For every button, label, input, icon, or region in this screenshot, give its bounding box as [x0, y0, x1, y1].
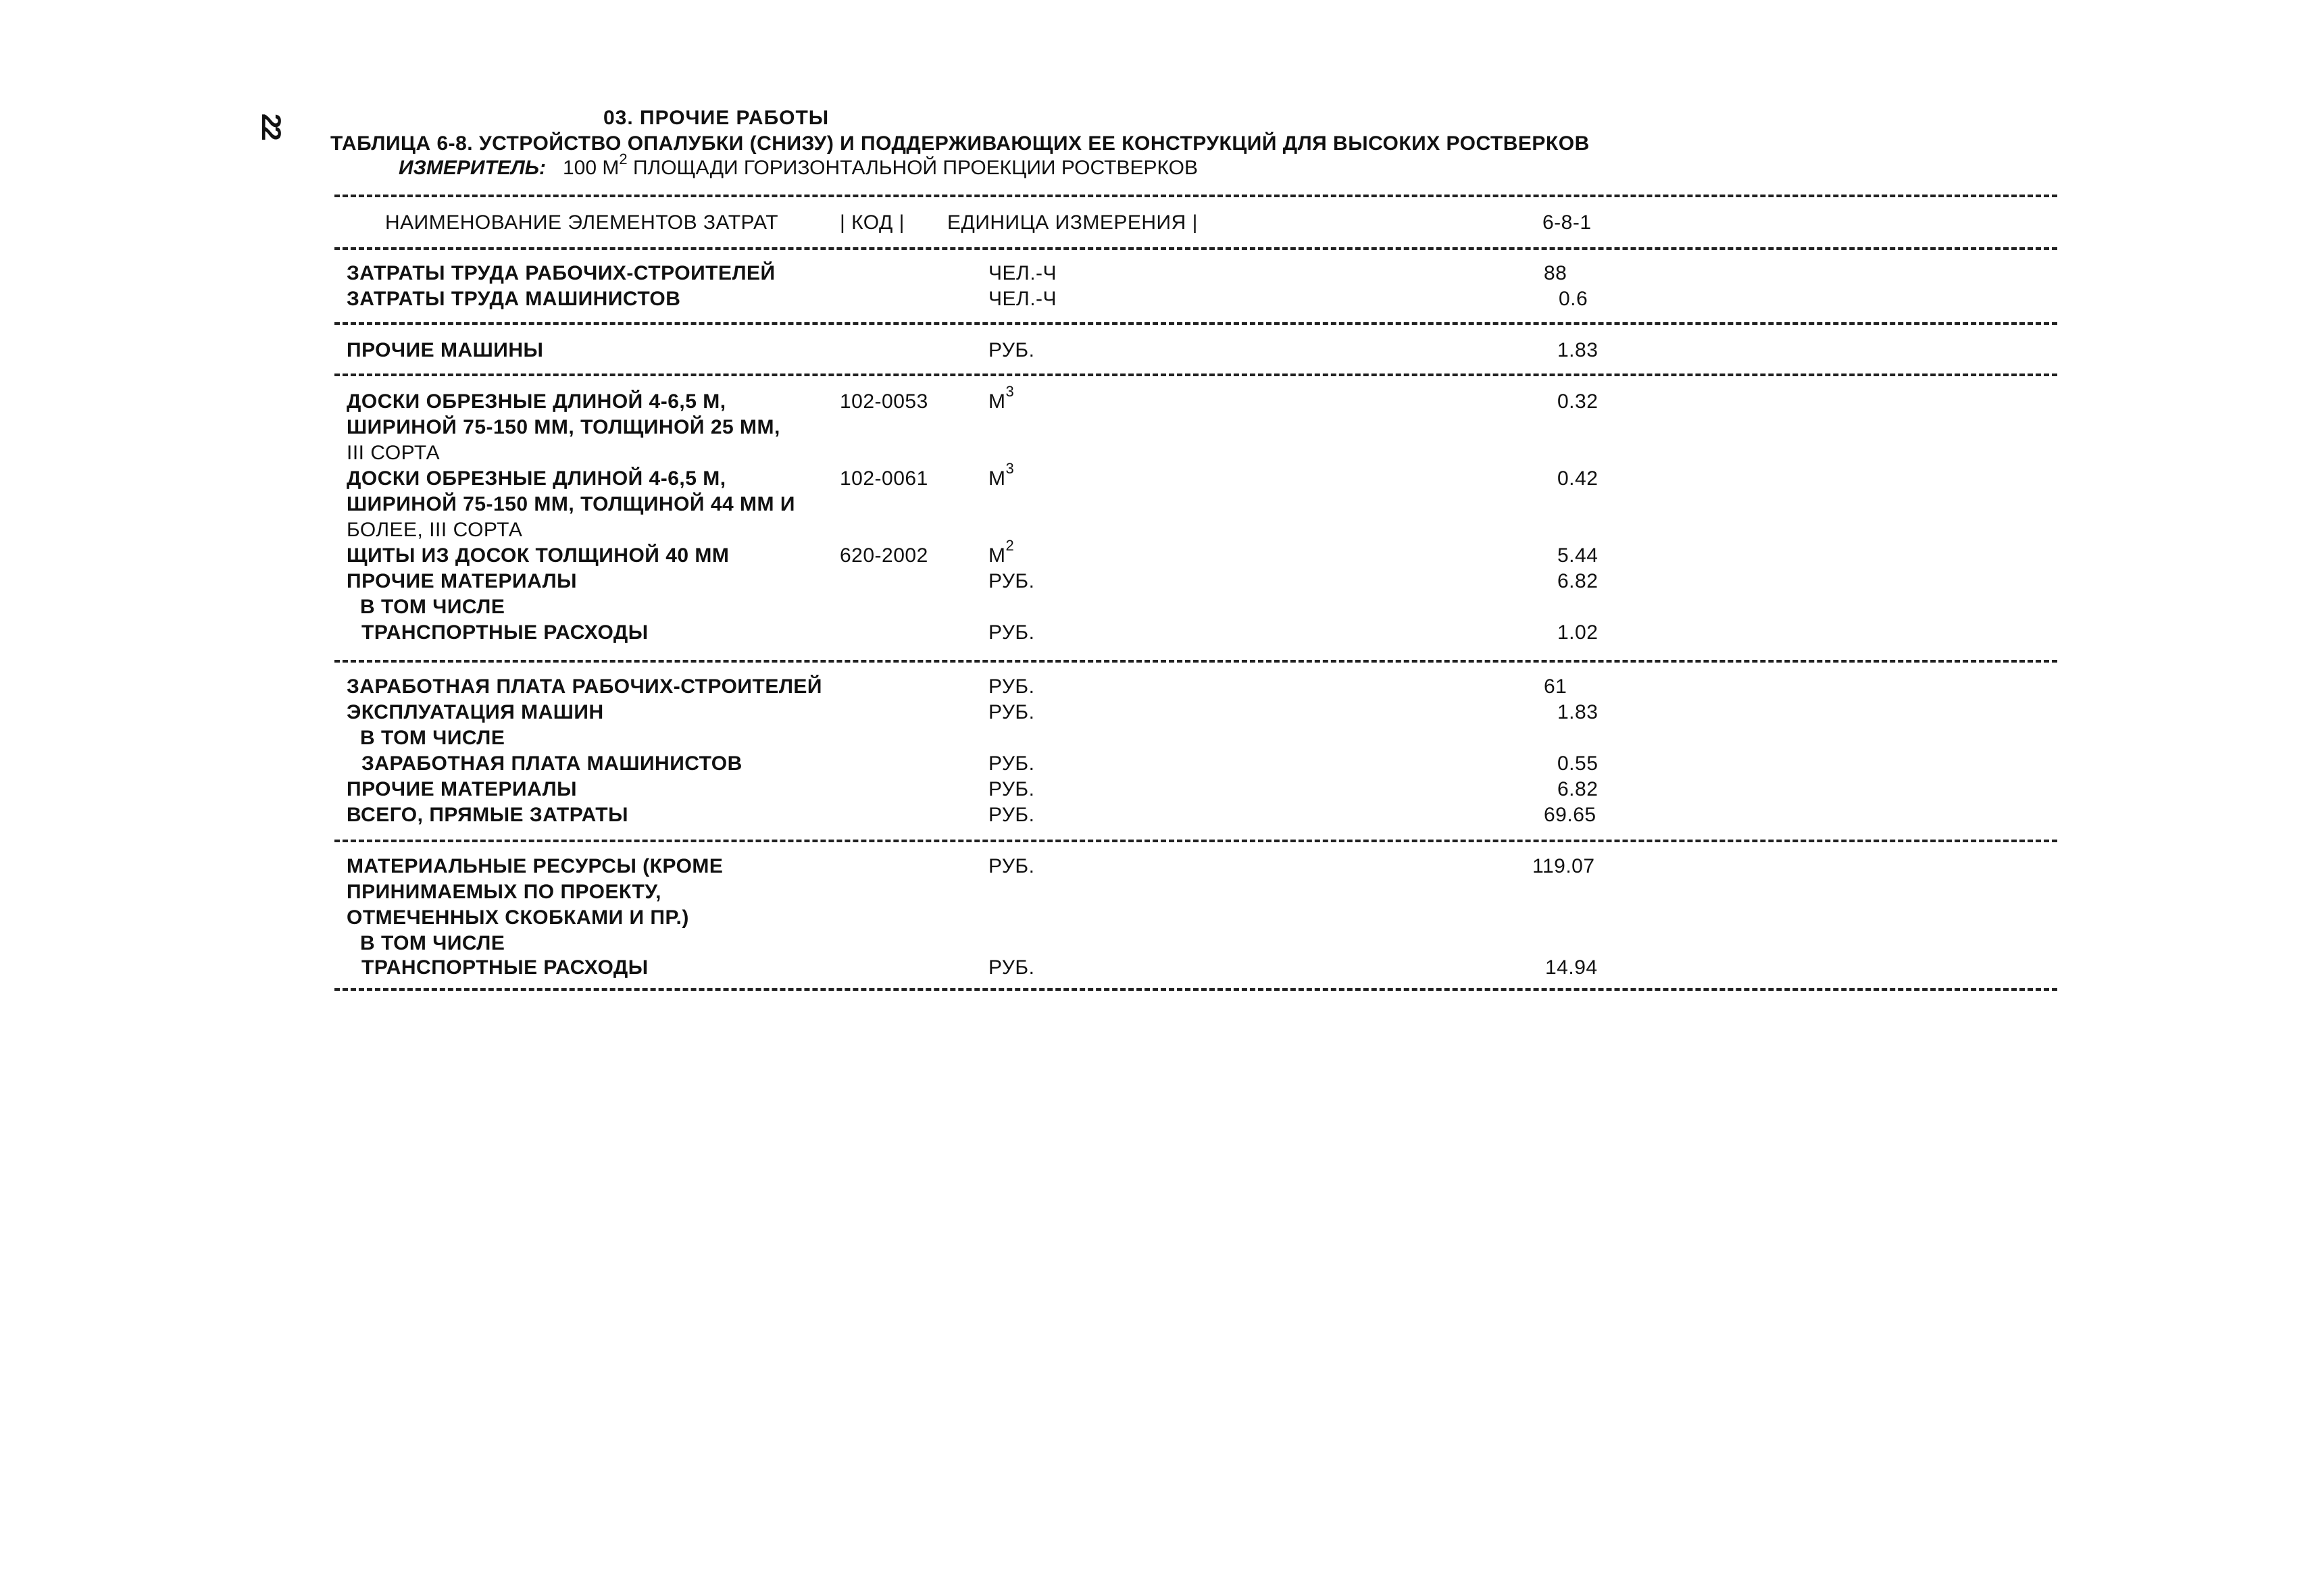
- table-rule-group2: [334, 374, 2057, 376]
- row-name: ЗАРАБОТНАЯ ПЛАТА МАШИНИСТОВ: [361, 752, 743, 775]
- row-name: ЗАТРАТЫ ТРУДА РАБОЧИХ-СТРОИТЕЛЕЙ: [347, 262, 776, 284]
- row-value: 61: [1544, 675, 1567, 698]
- row-name: В ТОМ ЧИСЛЕ: [360, 932, 505, 954]
- row-unit: РУБ.: [988, 570, 1035, 592]
- row-name: ЭКСПЛУАТАЦИЯ МАШИН: [347, 701, 604, 723]
- row-name: ОТМЕЧЕННЫХ СКОБКАМИ И ПР.): [347, 906, 689, 929]
- row-value: 0.32: [1557, 390, 1599, 413]
- row-name: ВСЕГО, ПРЯМЫЕ ЗАТРАТЫ: [347, 804, 628, 826]
- row-value: 5.44: [1557, 544, 1599, 567]
- row-unit: РУБ.: [988, 752, 1035, 775]
- table-rule-group4: [334, 840, 2057, 842]
- row-unit: ЧЕЛ.-Ч: [988, 288, 1057, 310]
- row-value: 0.42: [1557, 467, 1599, 490]
- row-unit: РУБ.: [988, 855, 1035, 877]
- header-name: НАИМЕНОВАНИЕ ЭЛЕМЕНТОВ ЗАТРАТ: [385, 211, 779, 234]
- row-unit: РУБ.: [988, 956, 1035, 979]
- row-name: БОЛЕЕ, III СОРТА: [347, 519, 523, 541]
- row-unit: РУБ.: [988, 675, 1035, 698]
- table-rule-group3: [334, 660, 2057, 663]
- row-name: ПРИНИМАЕМЫХ ПО ПРОЕКТУ,: [347, 881, 661, 903]
- row-name: ШИРИНОЙ 75-150 ММ, ТОЛЩИНОЙ 25 ММ,: [347, 416, 780, 438]
- row-value: 1.02: [1557, 621, 1599, 644]
- row-unit: РУБ.: [988, 804, 1035, 826]
- row-name: ДОСКИ ОБРЕЗНЫЕ ДЛИНОЙ 4-6,5 М,: [347, 390, 726, 413]
- row-unit: РУБ.: [988, 339, 1035, 361]
- row-name: В ТОМ ЧИСЛЕ: [360, 596, 505, 618]
- row-value: 0.6: [1559, 288, 1588, 310]
- row-value: 6.82: [1557, 778, 1599, 800]
- measure-label: ИЗМЕРИТЕЛЬ:: [399, 157, 546, 179]
- row-unit: ЧЕЛ.-Ч: [988, 262, 1057, 284]
- row-name: МАТЕРИАЛЬНЫЕ РЕСУРСЫ (КРОМЕ: [347, 855, 724, 877]
- row-unit: $М^3$: [988, 383, 1015, 413]
- row-name: ШИРИНОЙ 75-150 ММ, ТОЛЩИНОЙ 44 ММ И: [347, 493, 795, 515]
- row-name: ТРАНСПОРТНЫЕ РАСХОДЫ: [361, 956, 649, 979]
- table-rule-group1: [334, 322, 2057, 325]
- row-unit: $М^3$: [988, 460, 1015, 490]
- row-unit: $М^2$: [988, 537, 1015, 567]
- table-rule-header: [334, 247, 2057, 250]
- row-name: ЩИТЫ ИЗ ДОСОК ТОЛЩИНОЙ 40 ММ: [347, 544, 730, 567]
- row-name: ПРОЧИЕ МАШИНЫ: [347, 339, 544, 361]
- row-value: 119.07: [1532, 855, 1595, 877]
- row-value: 0.55: [1557, 752, 1599, 775]
- section-title: 03. ПРОЧИЕ РАБОТЫ: [603, 107, 830, 129]
- row-unit: РУБ.: [988, 621, 1035, 644]
- header-code: | КОД |: [840, 211, 905, 234]
- row-value: 14.94: [1545, 956, 1598, 979]
- row-name: III СОРТА: [347, 442, 441, 464]
- row-code: 620-2002: [840, 544, 928, 567]
- table-title: ТАБЛИЦА 6-8. УСТРОЙСТВО ОПАЛУБКИ (СНИЗУ) И ПОДДЕРЖИВАЮЩИХ ЕЕ КОНСТРУКЦИЙ ДЛЯ ВЫСОКИХ РОСТВЕРКОВ: [330, 132, 1590, 155]
- table-rule-top: [334, 195, 2057, 197]
- row-value: 1.83: [1557, 339, 1599, 361]
- row-name: ЗАТРАТЫ ТРУДА МАШИНИСТОВ: [347, 288, 681, 310]
- row-name: ПРОЧИЕ МАТЕРИАЛЫ: [347, 778, 578, 800]
- row-name: ЗАРАБОТНАЯ ПЛАТА РАБОЧИХ-СТРОИТЕЛЕЙ: [347, 675, 822, 698]
- page-number: 22: [256, 113, 286, 138]
- header-unit: ЕДИНИЦА ИЗМЕРЕНИЯ |: [947, 211, 1198, 234]
- row-value: 1.83: [1557, 701, 1599, 723]
- row-code: 102-0061: [840, 467, 928, 490]
- measure-line: [399, 151, 1199, 180]
- row-value: 88: [1544, 262, 1567, 284]
- row-value: 69.65: [1544, 804, 1596, 826]
- row-unit: РУБ.: [988, 701, 1035, 723]
- row-name: ДОСКИ ОБРЕЗНЫЕ ДЛИНОЙ 4-6,5 М,: [347, 467, 726, 490]
- row-name: ТРАНСПОРТНЫЕ РАСХОДЫ: [361, 621, 649, 644]
- row-code: 102-0053: [840, 390, 928, 413]
- table-rule-bottom: [334, 988, 2057, 991]
- row-name: В ТОМ ЧИСЛЕ: [360, 727, 505, 749]
- measure-value: 100 $М^2$ ПЛОЩАДИ ГОРИЗОНТАЛЬНОЙ ПРОЕКЦИИ РОСТВЕРКОВ: [563, 151, 1199, 179]
- row-value: 6.82: [1557, 570, 1599, 592]
- header-norm: 6-8-1: [1542, 211, 1592, 234]
- row-unit: РУБ.: [988, 778, 1035, 800]
- row-name: ПРОЧИЕ МАТЕРИАЛЫ: [347, 570, 578, 592]
